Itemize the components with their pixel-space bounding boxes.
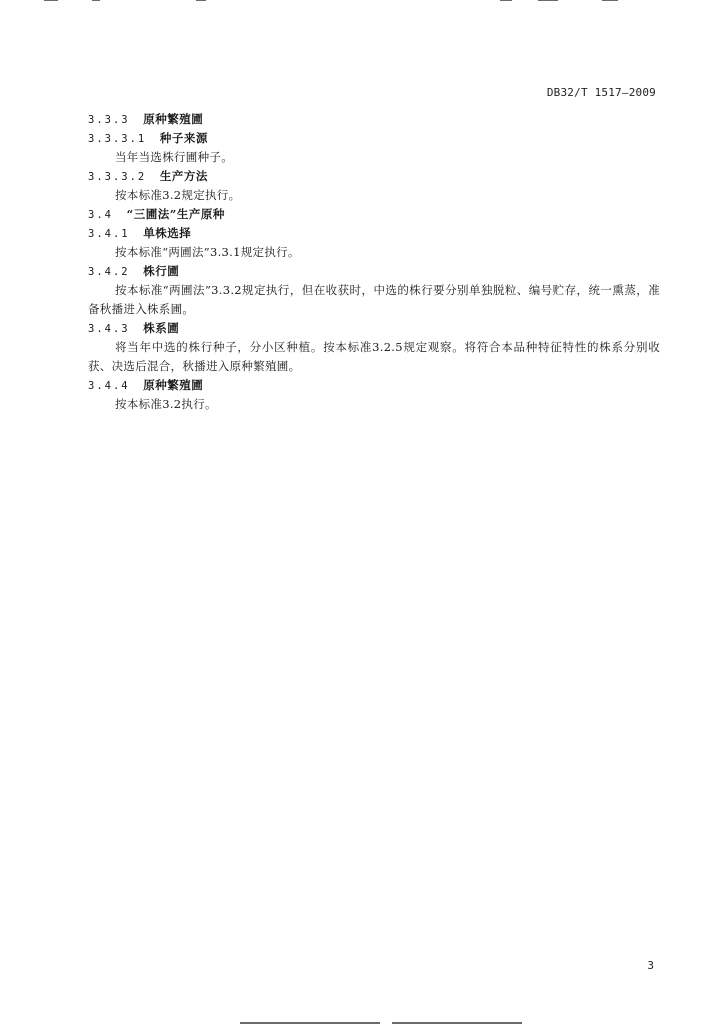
section-heading xyxy=(88,110,660,129)
section-paragraph: 按本标准“两圃法”3.3.1规定执行。 xyxy=(115,245,300,259)
document-body xyxy=(88,110,660,414)
section-title: 株系圃 xyxy=(143,321,180,335)
section-number: 3.3.3.2 xyxy=(88,171,147,183)
section-heading xyxy=(88,205,660,224)
section-title: 原种繁殖圃 xyxy=(143,112,204,126)
section-paragraph: 按本标准3.2执行。 xyxy=(115,397,217,411)
section-title: 种子来源 xyxy=(159,131,208,145)
section-heading xyxy=(88,262,660,281)
section-heading xyxy=(88,224,660,243)
section-paragraph: 将当年中选的株行种子，分小区种植。按本标准3.2.5规定观察。将符合本品种特征特性的株系分别收获、决选后混合，秋播进入原种繁殖圃。 xyxy=(88,340,660,373)
section-title: 生产方法 xyxy=(159,169,208,183)
section-title: “三圃法”生产原种 xyxy=(126,207,225,221)
section-title: 株行圃 xyxy=(143,264,180,278)
section-number: 3.3.3 xyxy=(88,114,130,126)
section-title: 原种繁殖圃 xyxy=(143,378,204,392)
section-title: 单株选择 xyxy=(143,226,192,240)
section-paragraph: 按本标准“两圃法”3.3.2规定执行，但在收获时，中选的株行要分别单独脱粒、编号贮存，统一熏蒸，准备秋播进入株系圃。 xyxy=(88,283,660,316)
section-heading xyxy=(88,167,660,186)
section-heading xyxy=(88,319,660,338)
section-heading xyxy=(88,376,660,395)
document-code: DB32/T 1517—2009 xyxy=(546,86,656,99)
section-number: 3.4.4 xyxy=(88,380,130,392)
section-number: 3.4.1 xyxy=(88,228,130,240)
section-heading xyxy=(88,129,660,148)
section-number: 3.3.3.1 xyxy=(88,133,147,145)
section-paragraph: 按本标准3.2规定执行。 xyxy=(115,188,241,202)
section-number: 3.4.3 xyxy=(88,323,130,335)
section-number: 3.4 xyxy=(88,209,113,221)
section-paragraph: 当年当选株行圃种子。 xyxy=(115,150,233,164)
section-number: 3.4.2 xyxy=(88,266,130,278)
page-number: 3 xyxy=(647,959,654,972)
